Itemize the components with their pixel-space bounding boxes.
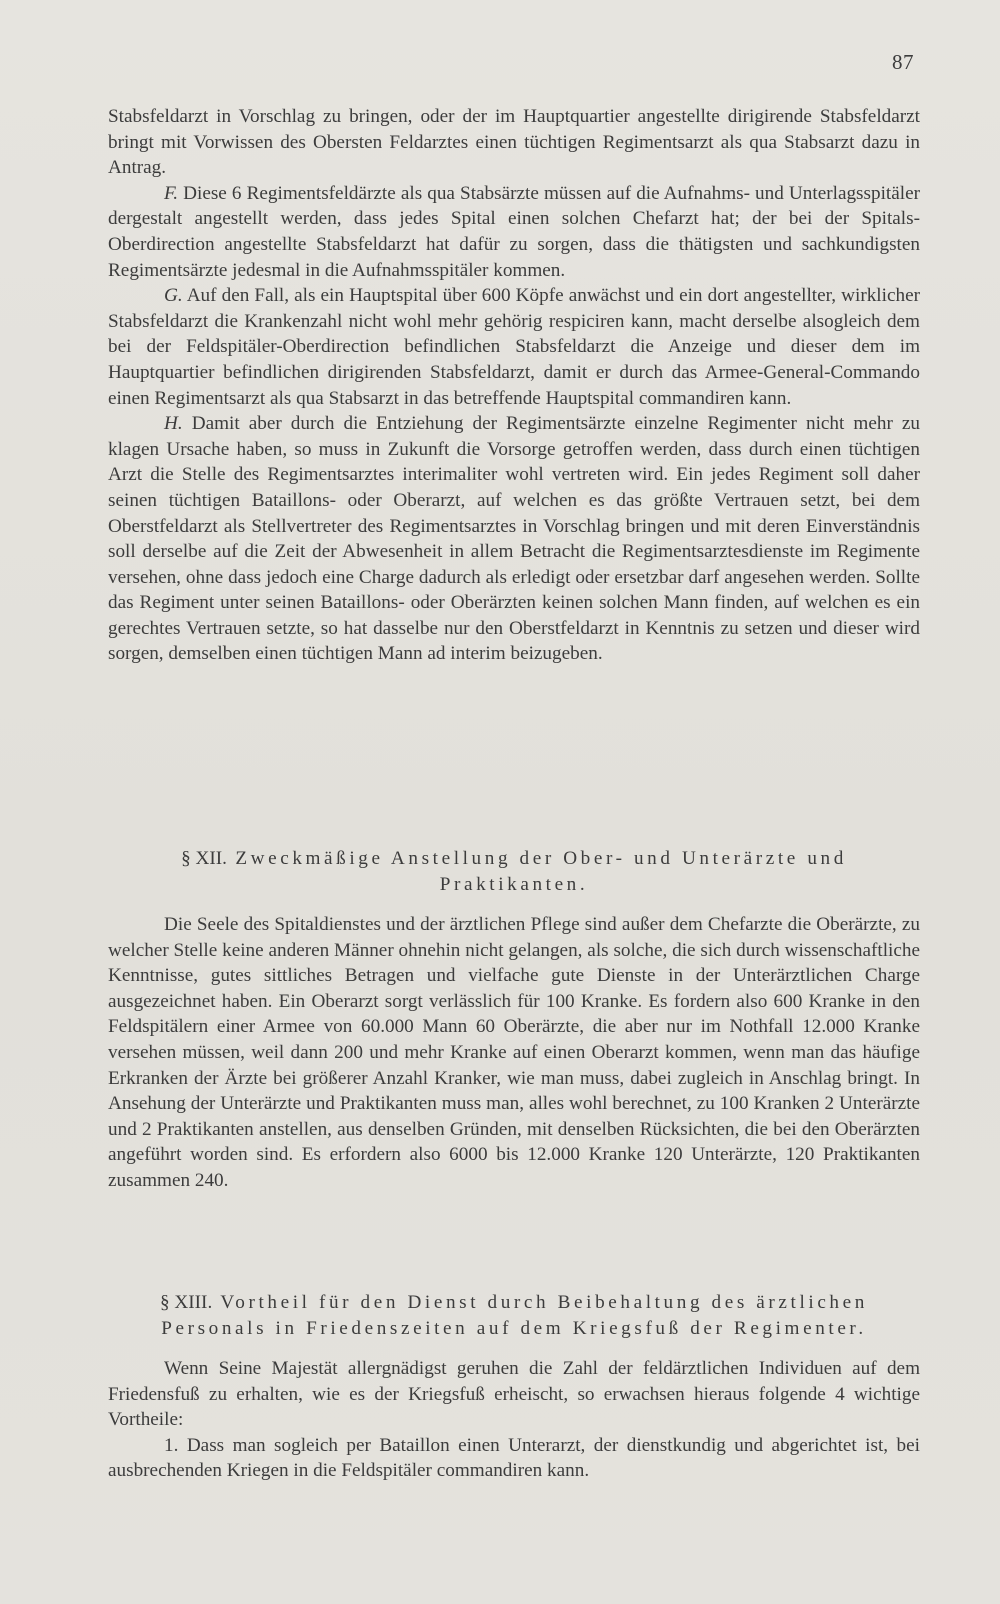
section-xiii-title-line2: Personals in Friedenszeiten auf dem Kriegsfuß der Regimenter. <box>161 1318 867 1339</box>
section-xiii-title-line1: Vortheil für den Dienst durch Beibehaltung des ärztlichen <box>220 1292 868 1313</box>
paragraph-h-marker: H. <box>164 413 183 435</box>
section-xii-title-line1: Zweckmäßige Anstellung der Ober- und Unterärzte und <box>235 848 847 869</box>
section-xiii-intro: Wenn Seine Majestät allergnädigst geruhen die Zahl der feldärztlichen Individuen auf dem Friedensfuß zu erhalten, wie es der Kriegsfuß erheischt, so erwachsen hieraus folgende 4 wichtige Vortheile: <box>108 1358 920 1431</box>
paragraph-g <box>108 283 920 411</box>
section-xii-text-block <box>108 912 920 1194</box>
page-number: 87 <box>892 50 914 74</box>
top-text-block <box>108 104 920 667</box>
section-xiii-item-1: 1. Dass man sogleich per Bataillon einen Unterarzt, der dienstkundig und abgerichtet ist, bei ausbrechenden Kriegen in die Feldspitäler commandiren kann. <box>108 1434 920 1482</box>
paragraph-g-text: Auf den Fall, als ein Hauptspital über 600 Köpfe anwächst und ein dort angestellter, wirklicher Stabsfeldarzt die Krankenzahl nicht wohl mehr gehörig respiciren kann, macht derselbe alsogleich dem bei der Feldspitäler-Oberdirection befindlichen Stabsfeldarzt die Anzeige und dieser dem im Hauptquartier befindlichen dirigirenden Stabsfeldarzt, damit er durch das Armee-General-Commando einen Regimentsarzt als qua Stabsarzt in das betreffende Hauptspital commandiren kann. <box>108 285 920 409</box>
section-xiii-symbol: § XIII. <box>160 1292 213 1313</box>
section-xii-symbol: § XII. <box>181 848 227 869</box>
paragraph-f-text: Diese 6 Regimentsfeldärzte als qua Stabsärzte müssen auf die Aufnahms- und Unterlagsspitäler dergestalt angestellt werden, dass jedes Spital einen solchen Chefarzt hat; der bei der Spitals-Oberdirection angestellte Stabsfeldarzt hat dafür zu sorgen, dass die thätigsten und sachkundigsten Regimentsärzte jedesmal in die Aufnahmsspitäler kommen. <box>108 182 920 281</box>
paragraph-h <box>108 411 920 667</box>
continuation-paragraph: Stabsfeldarzt in Vorschlag zu bringen, oder der im Hauptquartier angestellte dirigirende Stabsfeldarzt bringt mit Vorwissen des Obersten Feldarztes einen tüchtigen Regimentsarzt als qua Stabsarzt dazu in Antrag. <box>108 106 920 179</box>
paragraph-g-marker: G. <box>164 285 183 307</box>
paragraph-f <box>108 181 920 283</box>
paragraph-f-marker: F. <box>164 182 179 204</box>
paragraph-h-text: Damit aber durch die Entziehung der Regimentsärzte einzelne Regimenter nicht mehr zu klagen Ursache haben, so muss in Zukunft die Vorsorge getroffen werden, dass durch einen tüchtigen Arzt die Stelle des Regimentsarztes interimaliter wohl vertreten wird. Ein jedes Regiment soll daher seinen tüchtigen Bataillons- oder Oberarzt, auf welchen es das größte Vertrauen setzt, bei dem Oberstfeldarzt als Stellvertreter des Regimentsarztes in Vorschlag bringen und mit deren Einverständnis soll derselbe auf die Zeit der Abwesenheit in allem Betracht die Regimentsarztesdienste im Regimente versehen, ohne dass jedoch eine Charge dadurch als erledigt oder ersetzbar darf angesehen werden. Sollte das Regiment unter seinen Bataillons- oder Oberärzten keinen solchen Mann finden, auf welchen es ein gerechtes Vertrauen setzte, so hat dasselbe nur den Oberstfeldarzt in Kenntnis zu setzen und dieser wird sorgen, demselben einen tüchtigen Mann ad interim beizugeben. <box>108 413 921 665</box>
section-xiii-heading <box>108 1290 920 1342</box>
section-xii-heading <box>108 846 920 898</box>
section-xiii-text-block <box>108 1356 920 1484</box>
section-xii-title-line2: Praktikanten. <box>439 874 589 895</box>
section-xii-body: Die Seele des Spitaldienstes und der ärztlichen Pflege sind außer dem Chefarzte die Oberärzte, zu welcher Stelle keine anderen Männer ohnehin nicht gelangen, als solche, die sich durch wissenschaftliche Kenntnisse, gutes sittliches Betragen und vielfache gute Dienste in der Unterärztlichen Charge ausgezeichnet haben. Ein Oberarzt sorgt verlässlich für 100 Kranke. Es fordern also 600 Kranke in den Feldspitälern einer Armee von 60.000 Mann 60 Oberärzte, die aber nur im Nothfall 12.000 Kranke versehen müssen, weil dann 200 und mehr Kranke auf einen Oberarzt kommen, wenn man das häufige Erkranken der Ärzte bei größerer Anzahl Kranker, wie man muss, dabei zugleich in Anschlag bringt. In Ansehung der Unterärzte und Praktikanten muss man, alles wohl berechnet, zu 100 Kranken 2 Unterärzte und 2 Praktikanten anstellen, aus denselben Gründen, mit denselben Rücksichten, die bei den Oberärzten angeführt worden sind. Es erfordern also 6000 bis 12.000 Kranke 120 Unterärzte, 120 Praktikanten zusammen 240. <box>108 914 920 1191</box>
